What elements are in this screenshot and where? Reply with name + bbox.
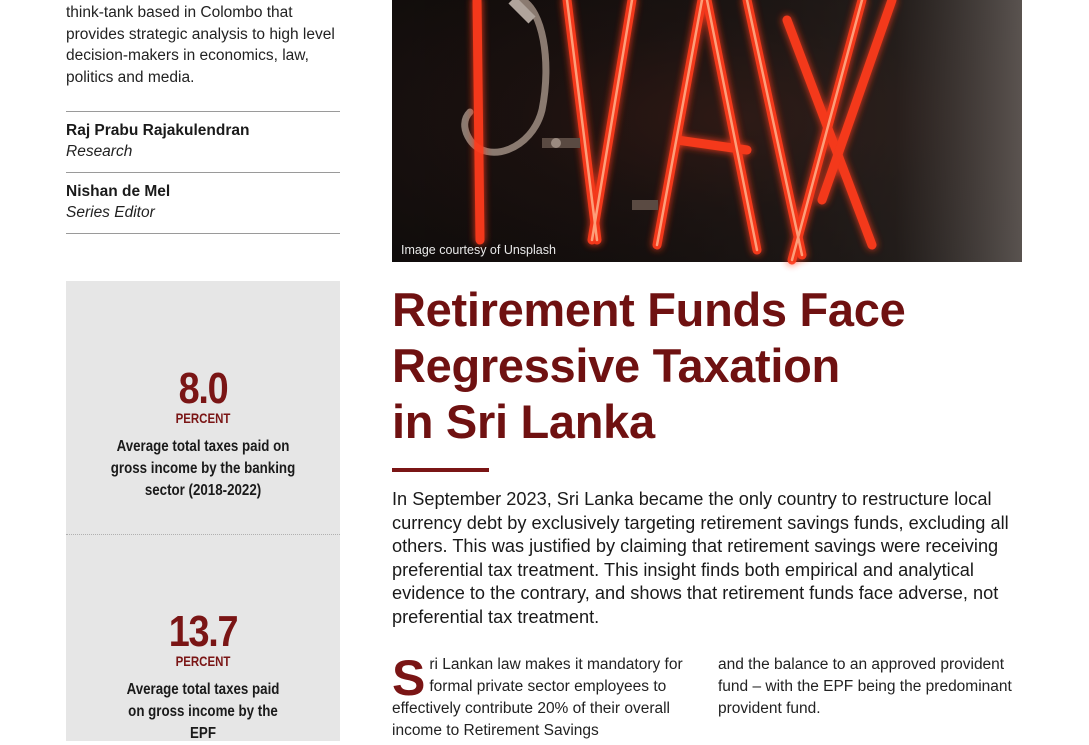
- stat-description: Average total taxes paid on gross income by the banking sector (2018-2022): [110, 438, 296, 499]
- divider: [66, 233, 340, 234]
- headline-line: Retirement Funds Face: [392, 283, 906, 336]
- image-credit: Image courtesy of Unsplash: [401, 243, 556, 257]
- body-text: and the balance to an approved provident fund – with the EPF being the predominant provident fund.: [718, 656, 1012, 717]
- hero-image: [392, 0, 1022, 262]
- stats-panel: [66, 281, 340, 741]
- stat-banking: [66, 364, 340, 502]
- author-role: Research: [66, 143, 133, 160]
- stat-unit: PERCENT: [175, 653, 231, 669]
- article-lead: In September 2023, Sri Lanka became the only country to restructure local currency debt by exclusively targeting retirement savings funds, excluding all others. This was justified by claiming that retirement savings were receiving preferential tax treatment. This insight finds both empirical and analytical evidence to the contrary, and shows that retirement funds face adverse, not preferential tax treatment.: [392, 489, 1009, 627]
- stat-divider: [66, 534, 340, 535]
- editor-role: Series Editor: [66, 204, 155, 221]
- headline-line: Regressive Taxation: [392, 339, 840, 392]
- accent-bar: [392, 468, 489, 472]
- author-block: [66, 112, 340, 172]
- stat-description: Average total taxes paid on gross income by the EPF: [126, 681, 280, 742]
- article-headline: [392, 282, 1032, 450]
- editor-name: Nishan de Mel: [66, 183, 171, 200]
- body-column-1: [392, 650, 698, 742]
- editor-block: [66, 173, 340, 233]
- stat-value: 8.0: [178, 364, 228, 413]
- sidebar: [66, 0, 340, 234]
- stat-value: 13.7: [168, 607, 238, 656]
- body-column-2: [718, 654, 1018, 720]
- headline-line: in Sri Lanka: [392, 395, 655, 448]
- neon-tax-sign-illustration: [392, 0, 1022, 262]
- stat-epf: [66, 607, 340, 745]
- body-text: ri Lankan law makes it mandatory for formal private sector employees to effectively contribute 20% of their overall income to Retirement Savings: [392, 656, 683, 739]
- drop-cap: S: [392, 650, 426, 706]
- author-name: Raj Prabu Rajakulendran: [66, 122, 250, 139]
- organization-intro: think-tank based in Colombo that provides strategic analysis to high level decision-makers in economics, law, politics and media.: [66, 4, 335, 86]
- stat-unit: PERCENT: [175, 410, 231, 426]
